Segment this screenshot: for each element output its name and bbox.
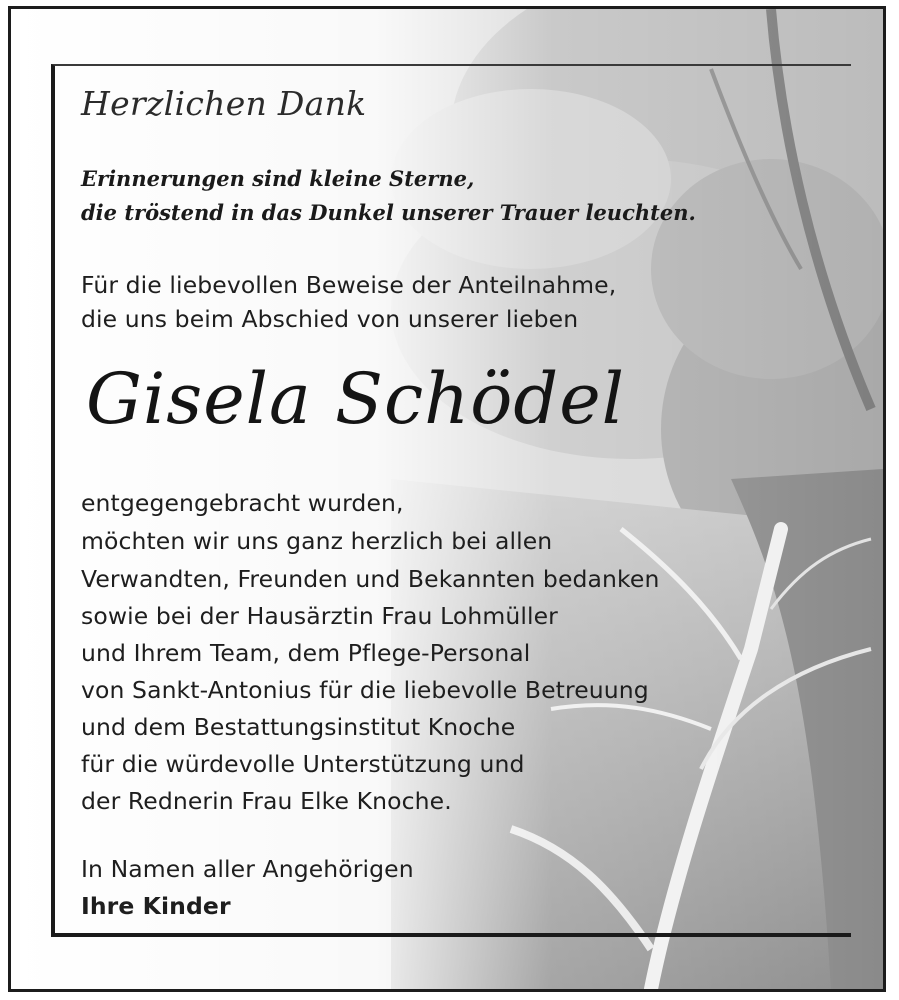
- quote-line-1: Erinnerungen sind kleine Sterne,: [81, 166, 475, 191]
- body-line-7: und dem Bestattungsinstitut Knoche: [81, 713, 516, 741]
- body-line-5: und Ihrem Team, dem Pflege-Personal: [81, 639, 531, 667]
- intro-line-1: Für die liebevollen Beweise der Anteilnahme,: [81, 271, 617, 299]
- body-line-4: sowie bei der Hausärztin Frau Lohmüller: [81, 602, 558, 630]
- body-line-6: von Sankt-Antonius für die liebevolle Betreuung: [81, 676, 649, 704]
- quote-line-2: die tröstend in das Dunkel unserer Trauer leuchten.: [81, 200, 696, 225]
- signoff-signature: Ihre Kinder: [81, 892, 231, 920]
- signoff-line: In Namen aller Angehörigen: [81, 855, 414, 883]
- body-line-2: möchten wir uns ganz herzlich bei allen: [81, 527, 553, 555]
- body-line-9: der Rednerin Frau Elke Knoche.: [81, 787, 452, 815]
- body-line-1: entgegengebracht wurden,: [81, 489, 404, 517]
- intro-line-2: die uns beim Abschied von unserer lieben: [81, 305, 579, 333]
- heading-title: Herzlichen Dank: [81, 84, 367, 123]
- deceased-name: Gisela Schödel: [86, 358, 626, 440]
- body-line-3: Verwandten, Freunden und Bekannten bedanken: [81, 565, 660, 593]
- body-line-8: für die würdevolle Unterstützung und: [81, 750, 525, 778]
